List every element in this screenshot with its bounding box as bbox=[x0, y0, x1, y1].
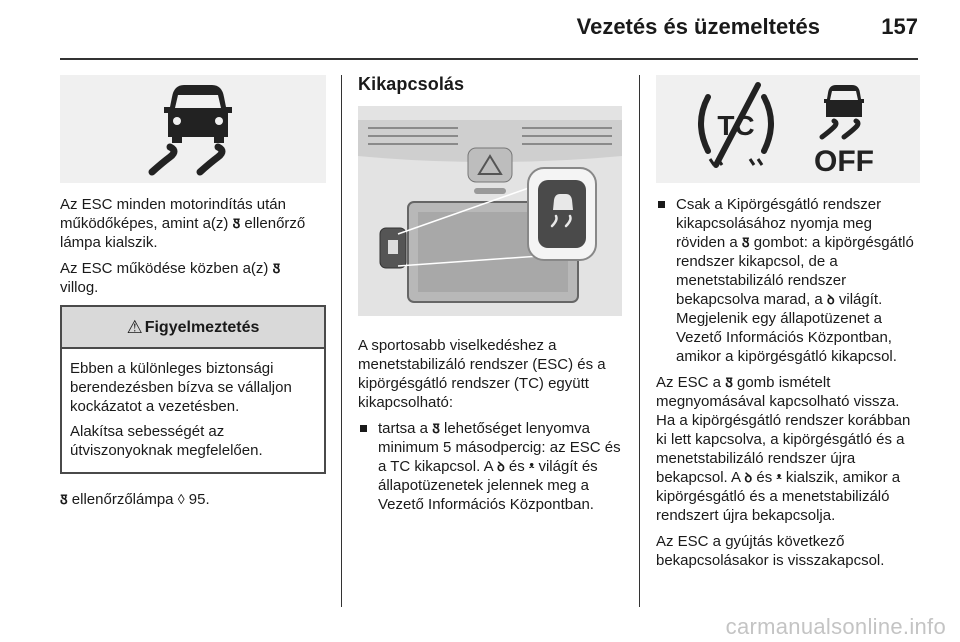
dashboard-photo bbox=[358, 106, 622, 316]
sport-mode-intro: A sportosabb viselkedéshez a menetstabilizáló rendszer (ESC) és a kipörgésgátló rendszer (TC) együtt kikapcsolható: bbox=[358, 337, 606, 411]
bullet-icon bbox=[360, 425, 367, 432]
list-item: tartsa a Ꟑ lehetőséget lenyomva minimum 5 másodpercig: az ESC és a TC kikapcsol. A ꝺ és ᵜ világít és állapotüzenetek jelennek meg a Vezető Információs Központban. bbox=[358, 419, 624, 514]
page-header-title: Vezetés és üzemeltetés bbox=[576, 14, 820, 39]
esc-off-symbol-icon: ꝺ bbox=[744, 470, 753, 485]
cross-reference: Ꟑ ellenőrzőlámpa ◊ 95. bbox=[60, 491, 210, 508]
list-item: Csak a Kipörgésgátló rendszer kikapcsolásához nyomja meg röviden a Ꟑ gombot: a kipörgésgátló rendszer kikapcsol, de a menetstabilizáló rendszer bekapcsolva marad, a ꝺ világít. Megjelenik egy állapotüzenet a Vezető Információs Központban, amikor a kipörgésgátló kikapcsol. bbox=[656, 195, 920, 366]
page-reference-icon: ◊ bbox=[177, 491, 185, 507]
tc-label: TC bbox=[717, 110, 755, 141]
section-title: Kikapcsolás bbox=[358, 74, 465, 94]
tc-off-and-esc-off-icons bbox=[656, 75, 920, 183]
off-label: OFF bbox=[814, 145, 874, 178]
watermark-text: carmanualsonline.info bbox=[725, 614, 946, 639]
bullet-icon bbox=[658, 201, 665, 208]
esc-icon-panel bbox=[60, 75, 326, 183]
reactivate-paragraph: Az ESC a Ꟑ gomb ismételt megnyomásával kapcsolható vissza. Ha a kipörgésgátló rendszer korábban ki lett kapcsolva, a kipörgésgátló és a menetstabilizáló rendszer újra bekapcsol. A ꝺ és ᵜ kialszik, amikor a kipörgésgátló és a menetstabilizáló rendszert újra bekapcsolja. bbox=[656, 374, 911, 524]
column-3 bbox=[656, 75, 920, 577]
esc-skid-car-icon bbox=[60, 75, 326, 183]
esc-symbol-icon: Ꟑ bbox=[725, 375, 733, 390]
page-number: 157 bbox=[881, 14, 918, 39]
warning-text-2: Alakítsa sebességét az útviszonyoknak megfelelően. bbox=[70, 423, 263, 459]
warning-triangle-icon: ⚠ bbox=[126, 316, 143, 337]
tc-off-symbol-icon: ᵜ bbox=[776, 470, 782, 485]
warning-title: Figyelmeztetés bbox=[144, 318, 260, 336]
esc-off-symbol-icon: ꝺ bbox=[496, 459, 505, 474]
warning-header bbox=[62, 307, 324, 349]
header-divider bbox=[60, 58, 918, 60]
esc-symbol-icon: Ꟑ bbox=[432, 421, 440, 436]
column-1 bbox=[60, 75, 326, 516]
esc-startup-paragraph: Az ESC minden motorindítás után működőképes, amint a(z) Ꟑ ellenőrző lámpa kialszik. bbox=[60, 196, 306, 251]
tc-off-symbol-icon: ᵜ bbox=[528, 459, 535, 474]
esc-flashing-paragraph: Az ESC működése közben a(z) Ꟑ villog. bbox=[60, 260, 281, 296]
warning-box bbox=[60, 305, 326, 474]
dashboard-button-illustration bbox=[358, 106, 622, 316]
column-2 bbox=[358, 75, 624, 514]
esc-off-symbol-icon: ꝺ bbox=[826, 292, 835, 307]
column-divider-2 bbox=[639, 75, 640, 607]
esc-symbol-icon: Ꟑ bbox=[232, 216, 241, 231]
warning-text-1: Ebben a különleges biztonsági berendezésben bízva se vállaljon kockázatot a vezetésben. bbox=[70, 360, 292, 415]
esc-symbol-icon: Ꟑ bbox=[741, 235, 750, 250]
tc-esc-off-icon-panel bbox=[656, 75, 920, 183]
esc-symbol-icon: Ꟑ bbox=[60, 492, 68, 507]
ignition-paragraph: Az ESC a gyújtás következő bekapcsolásakor is visszakapcsol. bbox=[656, 533, 885, 569]
esc-symbol-icon: Ꟑ bbox=[272, 261, 281, 276]
column-divider-1 bbox=[341, 75, 342, 607]
